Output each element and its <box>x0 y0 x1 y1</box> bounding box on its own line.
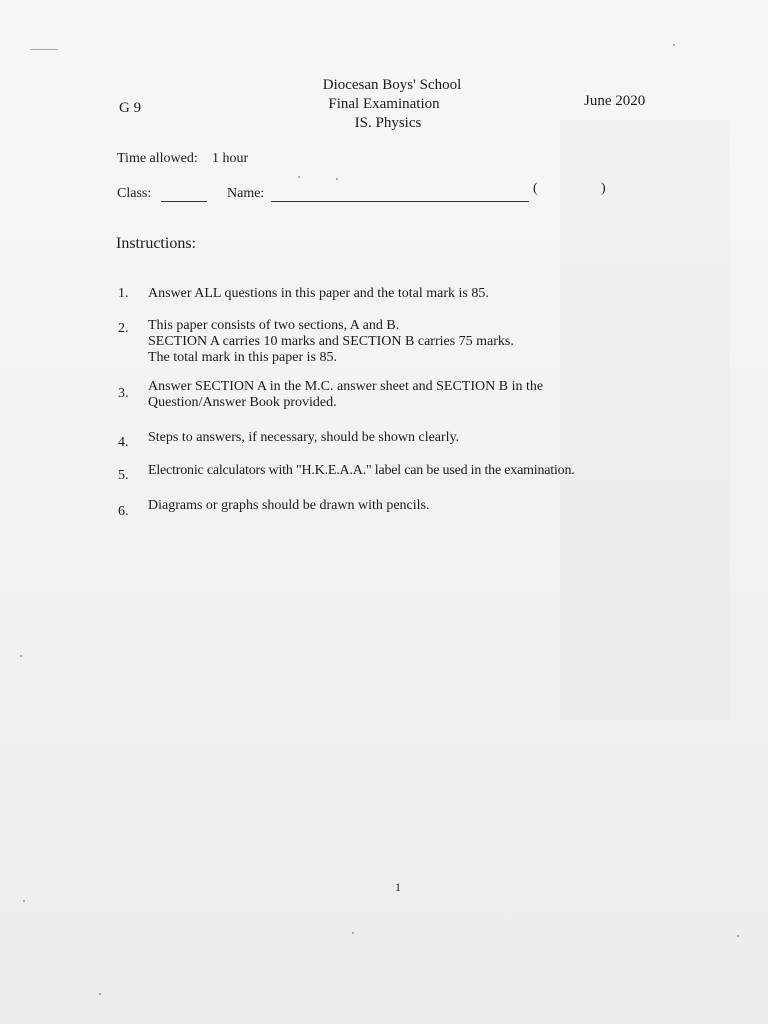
scan-speck <box>298 176 300 178</box>
instruction-line: Question/Answer Book provided. <box>148 395 337 410</box>
instruction-number: 1. <box>118 286 129 301</box>
scan-speck <box>23 900 25 902</box>
scan-speck <box>20 655 22 657</box>
class-number-paren-close: ) <box>601 181 606 196</box>
instruction-text <box>148 430 459 446</box>
instruction-number: 4. <box>118 435 129 450</box>
instruction-line: Electronic calculators with "H.K.E.A.A." label can be used in the examination. <box>148 463 575 478</box>
exam-title: Final Examination <box>328 96 440 112</box>
scan-speck <box>352 932 354 934</box>
instruction-line: Diagrams or graphs should be drawn with pencils. <box>148 498 430 513</box>
instruction-text <box>148 318 514 366</box>
time-allowed-value: 1 hour <box>212 151 249 166</box>
instruction-text <box>148 286 489 302</box>
instruction-line: SECTION A carries 10 marks and SECTION B carries 75 marks. <box>148 334 514 349</box>
instructions-heading: Instructions: <box>116 235 196 252</box>
instruction-line: Answer ALL questions in this paper and the total mark is 85. <box>148 286 489 301</box>
instruction-text <box>148 379 543 411</box>
instruction-text <box>148 463 575 479</box>
instruction-number: 2. <box>118 321 129 336</box>
instruction-number: 3. <box>118 386 129 401</box>
class-number-paren-open: ( <box>533 181 538 196</box>
page-number: 1 <box>395 880 401 894</box>
scan-speck <box>737 935 739 937</box>
time-allowed-label: Time allowed: <box>117 151 198 166</box>
instruction-line: Steps to answers, if necessary, should be shown clearly. <box>148 430 460 445</box>
scan-speck <box>336 178 338 180</box>
name-label: Name: <box>227 186 265 201</box>
scan-speck <box>673 44 675 46</box>
instruction-line: The total mark in this paper is 85. <box>148 350 337 365</box>
class-label: Class: <box>117 186 152 201</box>
scan-smudge <box>30 49 58 50</box>
exam-date: June 2020 <box>584 93 646 109</box>
instruction-text <box>148 498 430 514</box>
instruction-line: This paper consists of two sections, A and B. <box>148 318 400 333</box>
instruction-number: 6. <box>118 504 129 519</box>
scan-speck <box>99 993 101 995</box>
subject-title: IS. Physics <box>354 115 422 131</box>
show-through-shade <box>560 120 730 720</box>
instruction-line: Answer SECTION A in the M.C. answer sheet and SECTION B in the <box>148 379 544 394</box>
instruction-number: 5. <box>118 468 129 483</box>
grade-label: G 9 <box>119 100 142 116</box>
class-blank[interactable] <box>161 201 207 202</box>
school-name: Diocesan Boys' School <box>322 77 462 93</box>
name-blank[interactable] <box>271 201 529 202</box>
